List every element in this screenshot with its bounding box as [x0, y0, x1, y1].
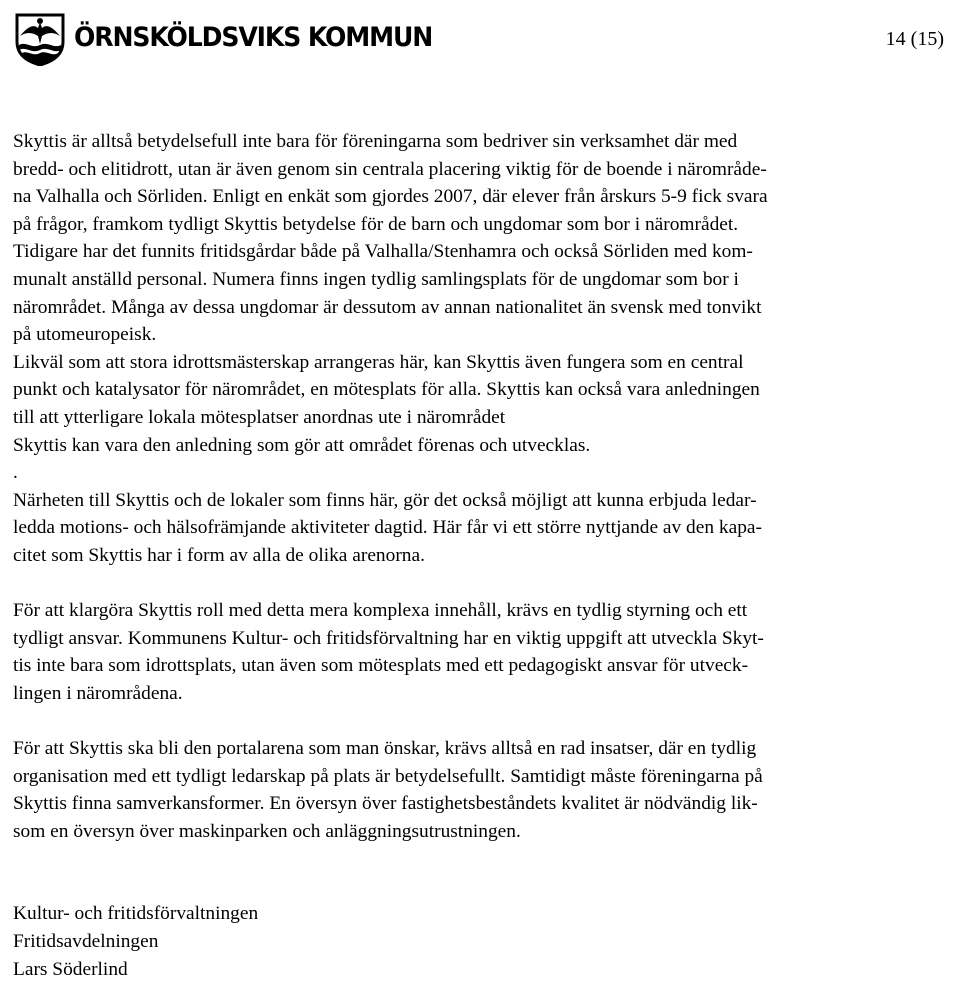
text-line: Skyttis finna samverkansformer. En översyn över fastighetsbeståndets kvalitet är nödvändig lik- [13, 793, 758, 815]
text-line: på utomeuropeisk. [13, 324, 157, 346]
text-line: på frågor, framkom tydligt Skyttis betydelse för de barn och ungdomar som bor i närområdet. [13, 213, 739, 235]
text-line: Närheten till Skyttis och de lokaler som finns här, gör det också möjligt att kunna erbjuda ledar- [13, 489, 757, 511]
text-line: För att klargöra Skyttis roll med detta mera komplexa innehåll, krävs en tydlig styrning och ett [13, 600, 748, 622]
text-line: tis inte bara som idrottsplats, utan även som mötesplats med ett pedagogiskt ansvar för utveck- [13, 655, 749, 677]
text-line: närområdet. Många av dessa ungdomar är dessutom av annan nationalitet än svensk med tonvikt [13, 296, 762, 318]
text-line: till att ytterligare lokala mötesplatser anordnas ute i närområdet [13, 406, 506, 428]
text-line: munalt anställd personal. Numera finns ingen tydlig samlingsplats för de ungdomar som bor i [13, 268, 739, 290]
paragraph-3 [13, 735, 953, 845]
organization-name: ÖRNSKÖLDSVIKS KOMMUN [74, 22, 433, 53]
text-line: bredd- och elitidrott, utan är även genom sin centrala placering viktig för de boende i närområde- [13, 158, 767, 180]
text-line: Skyttis är alltså betydelsefull inte bara för föreningarna som bedriver sin verksamhet där med [13, 131, 738, 152]
paragraph-spacer [13, 570, 953, 598]
text-line: na Valhalla och Sörliden. Enligt en enkät som gjordes 2007, där elever från årskurs 5-9 fick svara [13, 186, 768, 208]
page-number: 14 (15) [885, 28, 944, 50]
text-line: citet som Skyttis har i form av alla de olika arenorna. [13, 544, 425, 566]
text-line: tydligt ansvar. Kommunens Kultur- och fritidsförvaltning har en viktig uppgift att utveckla Skyt- [13, 627, 764, 649]
text-line: Tidigare har det funnits fritidsgårdar både på Valhalla/Stenhamra och också Sörliden med kom- [13, 241, 753, 263]
text-line: . [13, 462, 18, 484]
text-line: punkt och katalysator för närområdet, en mötesplats för alla. Skyttis kan också vara anledningen [13, 379, 760, 401]
signature-unit: Fritidsavdelningen [13, 931, 159, 953]
document-body [13, 128, 953, 983]
paragraph-spacer [13, 707, 953, 735]
text-line: lingen i närområdena. [13, 682, 183, 704]
page-header [14, 12, 944, 68]
text-line: som en översyn över maskinparken och anläggningsutrustningen. [13, 820, 521, 842]
municipal-coat-of-arms-icon [14, 12, 66, 66]
paragraph-1 [13, 128, 953, 570]
signature-department: Kultur- och fritidsförvaltningen [13, 903, 259, 925]
text-line: För att Skyttis ska bli den portalarena som man önskar, krävs alltså en rad insatser, där en tydlig [13, 738, 757, 760]
paragraph-spacer [13, 845, 953, 900]
signature-author: Lars Söderlind [13, 958, 128, 980]
text-line: Skyttis kan vara den anledning som gör att området förenas och utvecklas. [13, 434, 591, 456]
text-line: ledda motions- och hälsofrämjande aktiviteter dagtid. Här får vi ett större nyttjande av den kapa- [13, 517, 762, 539]
paragraph-2 [13, 597, 953, 707]
text-line: organisation med ett tydligt ledarskap på plats är betydelsefullt. Samtidigt måste föreningarna på [13, 765, 763, 787]
text-line: Likväl som att stora idrottsmästerskap arrangeras här, kan Skyttis även fungera som en central [13, 351, 744, 373]
signature-block [13, 900, 953, 983]
